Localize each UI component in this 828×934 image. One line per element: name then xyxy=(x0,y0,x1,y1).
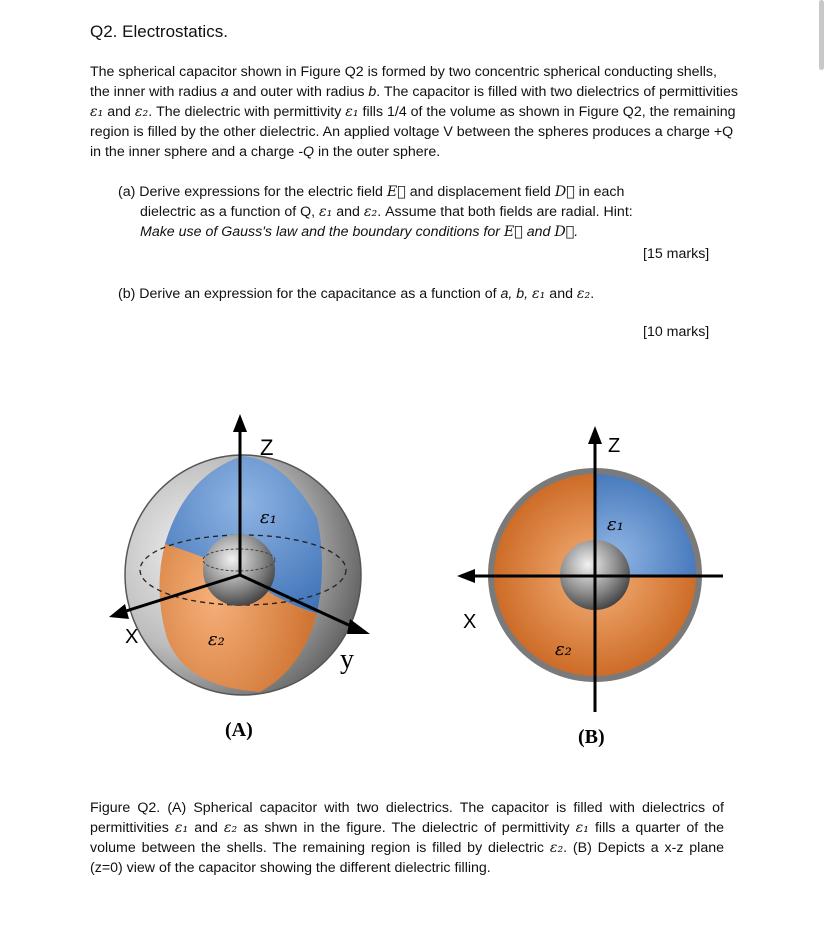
var-b: b xyxy=(368,84,377,100)
question-title: Q2. Electrostatics. xyxy=(90,22,228,41)
part-b xyxy=(118,284,738,304)
part-b-end: . xyxy=(590,286,595,302)
part-a-hint xyxy=(118,222,728,242)
fig-b-eps1-label: ε₁ xyxy=(607,514,624,535)
part-a-rest: in each xyxy=(574,184,625,200)
part-b-eps2: ε₂ xyxy=(576,286,591,302)
hint-end: . xyxy=(574,224,579,240)
z-arrowhead xyxy=(233,414,247,432)
var-a: a xyxy=(220,84,229,100)
caption-text-4: . (B) Depicts a x-z plane (z=0) view of the capacitor showing the different dielectric filling. xyxy=(90,840,724,876)
figure-caption xyxy=(90,798,724,878)
part-a-line2 xyxy=(118,202,728,222)
fig-a-eps2-label: ε₂ xyxy=(208,629,225,650)
question-intro xyxy=(90,62,740,162)
part-a-eps2: ε₂ xyxy=(363,204,378,220)
fig-a-eps1-label: ε₁ xyxy=(260,507,277,528)
fig-a-y-label: y xyxy=(340,644,354,675)
y-arrowhead xyxy=(347,619,370,634)
fig-a-caption-label: (A) xyxy=(225,719,253,741)
part-a-mid: and displacement field xyxy=(405,184,555,200)
eps2-symbol: ε₂ xyxy=(134,104,149,120)
part-b-label: (b) Derive an expression for the capacitance as a function of xyxy=(118,286,501,302)
caption-eps2-b: ε₂ xyxy=(549,840,564,856)
part-b-eps1: ε₁ xyxy=(532,286,546,302)
e-field-symbol: E⃗ xyxy=(386,184,406,200)
fig-b-z-label: Z xyxy=(608,435,621,457)
caption-text-2: as shwn in the figure. The dielectric of permittivity xyxy=(237,820,576,836)
scrollbar[interactable] xyxy=(819,0,824,70)
z-arrowhead-b xyxy=(588,426,602,444)
part-b-marks: [10 marks] xyxy=(643,324,710,340)
neg-q: -Q xyxy=(298,144,314,160)
d-field-symbol: D⃗ xyxy=(554,184,575,200)
part-a xyxy=(118,182,728,242)
hint-d-symbol: D⃗ xyxy=(554,224,575,240)
eps1-symbol: ε₁ xyxy=(90,104,104,120)
x-arrowhead-b xyxy=(457,569,475,583)
hint-text: Make use of Gauss's law and the boundary conditions for xyxy=(140,224,504,240)
fig-b-x-label: X xyxy=(463,611,477,633)
intro-text-1: The spherical capacitor shown in Figure Q2 is formed by two concentric spherical conducting shells, the inner with radius xyxy=(90,64,717,100)
fig-b-eps2-label: ε₂ xyxy=(555,639,572,660)
part-a-label: (a) Derive expressions for the electric field xyxy=(118,184,387,200)
fig-b-caption-label: (B) xyxy=(578,726,605,748)
caption-eps1: ε₁ xyxy=(174,820,189,836)
intro-text-5: fills 1/4 of the volume as shown in Figure Q2, the remaining region is filled by the other dielectric. An applied voltage V between the spheres produces a charge +Q in the inner sphere and a charge xyxy=(90,104,736,160)
eps1-symbol-b: ε₁ xyxy=(345,104,359,120)
intro-and: and xyxy=(103,104,135,120)
fig-a-x-label: X xyxy=(125,626,139,648)
figure-a-sphere xyxy=(95,400,395,750)
hint-e-symbol: E⃗ xyxy=(503,224,523,240)
caption-and: and xyxy=(188,820,224,836)
caption-eps1-b: ε₁ xyxy=(575,820,589,836)
part-a-and: and xyxy=(332,204,364,220)
part-a-line2-text: dielectric as a function of Q, xyxy=(140,204,320,220)
intro-text-4: . The dielectric with permittivity xyxy=(148,104,346,120)
x-arrowhead xyxy=(109,604,129,619)
part-b-vars: a, b, xyxy=(500,286,533,302)
caption-text-3: fills a quarter of the volume between the shells. The remaining region is filled by dielectric xyxy=(90,820,724,856)
part-b-and: and xyxy=(545,286,577,302)
caption-text-1: Figure Q2. (A) Spherical capacitor with two dielectrics. The capacitor is filled with dielectrics of permittivities xyxy=(90,800,724,836)
intro-text-6: in the outer sphere. xyxy=(314,144,441,160)
part-a-line2b: . Assume that both fields are radial. Hint: xyxy=(377,204,633,220)
part-a-eps1: ε₁ xyxy=(319,204,333,220)
figure-b-cross-section xyxy=(445,400,735,750)
part-a-marks: [15 marks] xyxy=(643,246,710,262)
fig-a-z-label: Z xyxy=(260,435,274,460)
hint-and: and xyxy=(522,224,555,240)
intro-text-3: . The capacitor is filled with two dielectrics of permittivities xyxy=(376,84,738,100)
caption-eps2: ε₂ xyxy=(223,820,238,836)
intro-text-2: and outer with radius xyxy=(228,84,369,100)
